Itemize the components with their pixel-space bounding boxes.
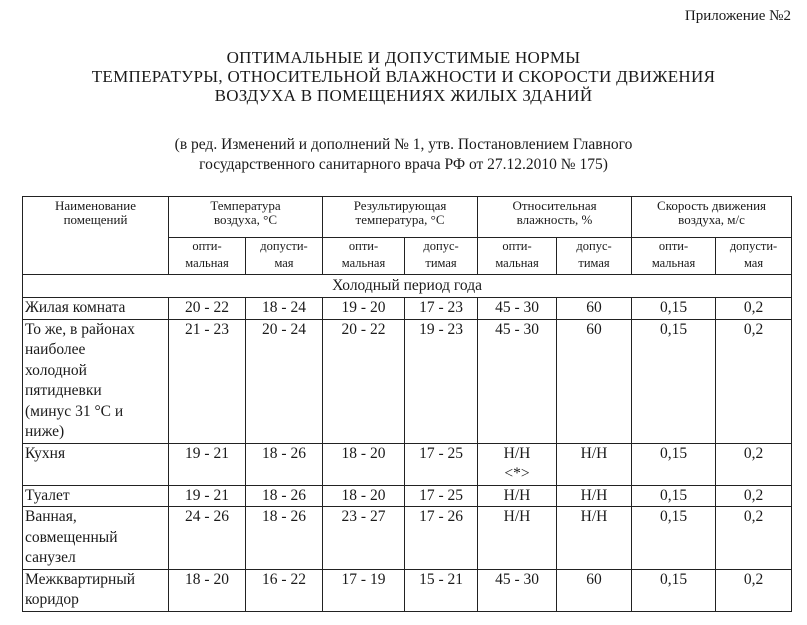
room-name-line: (минус 31 °С и xyxy=(25,402,124,420)
title-line: ОПТИМАЛЬНЫЕ И ДОПУСТИМЫЕ НОРМЫ xyxy=(226,48,581,67)
table-row xyxy=(23,507,792,570)
value-cell xyxy=(246,443,323,485)
note-line: государственного санитарного врача РФ от 27.12.2010 № 175) xyxy=(199,156,608,173)
value-cell xyxy=(405,319,478,443)
room-name-cell xyxy=(23,443,169,485)
value-line: 18 - 20 xyxy=(185,570,229,588)
value-cell xyxy=(405,569,478,611)
room-name-line: коридор xyxy=(25,591,79,608)
value-line: 0,2 xyxy=(743,508,764,525)
subheader-optimal: опти- мальная xyxy=(169,238,246,275)
value-cell xyxy=(557,298,632,320)
value-line: 20 - 22 xyxy=(341,320,386,338)
value-line: 18 - 20 xyxy=(341,486,386,504)
value-cell xyxy=(557,507,632,570)
subheader-permissible: допусти- мая xyxy=(246,238,323,275)
table-row xyxy=(23,319,792,443)
value-cell xyxy=(557,485,632,507)
room-name-cell xyxy=(23,298,169,320)
revision-note xyxy=(0,135,807,175)
value-cell xyxy=(323,443,405,485)
value-cell xyxy=(323,485,405,507)
value-line: 24 - 26 xyxy=(185,508,229,525)
value-line: 45 - 30 xyxy=(495,570,539,588)
value-line: 0,15 xyxy=(659,570,688,588)
value-line: 0,15 xyxy=(659,299,688,316)
title-line: ТЕМПЕРАТУРЫ, ОТНОСИТЕЛЬНОЙ ВЛАЖНОСТИ И СКОРОСТИ ДВИЖЕНИЯ xyxy=(91,67,716,86)
value-cell xyxy=(246,507,323,570)
value-line: 45 - 30 xyxy=(495,320,539,338)
table-row xyxy=(23,298,792,320)
subheader-optimal: опти- мальная xyxy=(632,238,716,275)
room-name-line: наиболее xyxy=(25,341,86,358)
table-row xyxy=(23,485,792,507)
table-row xyxy=(23,569,792,611)
room-name-line: Туалет xyxy=(25,486,70,504)
value-line: 0,2 xyxy=(743,570,764,588)
title-line: ВОЗДУХА В ПОМЕЩЕНИЯХ ЖИЛЫХ ЗДАНИЙ xyxy=(214,86,593,105)
header-resulting-temperature: Результирующая температура, °С xyxy=(323,197,478,238)
value-line: 0,2 xyxy=(743,299,764,316)
value-line: 0,15 xyxy=(659,320,688,338)
value-cell xyxy=(632,485,716,507)
value-cell xyxy=(323,298,405,320)
value-line: 60 xyxy=(586,299,602,316)
room-name-line: Кухня xyxy=(25,444,66,462)
subheader-permissible: допус- тимая xyxy=(405,238,478,275)
value-line: 20 - 24 xyxy=(262,320,306,338)
value-cell xyxy=(632,443,716,485)
room-name-line: санузел xyxy=(25,549,76,566)
value-cell xyxy=(169,443,246,485)
room-name-line: То же, в районах xyxy=(25,320,135,338)
note-line: (в ред. Изменений и дополнений № 1, утв. Постановлением Главного xyxy=(174,136,633,153)
value-cell xyxy=(557,319,632,443)
value-line: 60 xyxy=(586,320,602,338)
period-heading: Холодный период года xyxy=(23,275,792,298)
value-cell xyxy=(632,298,716,320)
value-line: 15 - 21 xyxy=(419,570,463,588)
subheader-optimal: опти- мальная xyxy=(323,238,405,275)
room-name-line: совмещенный xyxy=(25,528,118,546)
value-cell xyxy=(323,569,405,611)
room-name-line: холодной xyxy=(25,361,87,379)
value-line: 60 xyxy=(586,570,602,588)
value-cell xyxy=(323,507,405,570)
value-line: 19 - 21 xyxy=(185,444,229,462)
room-name-cell xyxy=(23,319,169,443)
value-line: 17 - 26 xyxy=(419,508,463,525)
value-cell xyxy=(478,569,557,611)
value-cell xyxy=(169,298,246,320)
value-cell xyxy=(632,319,716,443)
value-line: 0,2 xyxy=(743,444,764,462)
subheader-permissible: допусти- мая xyxy=(716,238,792,275)
value-line: 18 - 24 xyxy=(262,299,306,316)
value-cell xyxy=(557,569,632,611)
value-cell xyxy=(716,319,792,443)
value-cell xyxy=(169,319,246,443)
room-name-line: Жилая комната xyxy=(25,299,126,316)
value-cell xyxy=(716,569,792,611)
value-cell xyxy=(246,298,323,320)
value-cell xyxy=(405,298,478,320)
value-line: 21 - 23 xyxy=(185,320,229,338)
room-name-cell xyxy=(23,569,169,611)
value-cell xyxy=(716,298,792,320)
value-line: Н/Н xyxy=(503,508,531,525)
document-title xyxy=(0,48,807,105)
room-name-line: пятидневки xyxy=(25,382,102,399)
value-line: 0,15 xyxy=(659,486,688,504)
value-cell xyxy=(169,507,246,570)
value-cell xyxy=(716,443,792,485)
header-air-speed: Скорость движения воздуха, м/с xyxy=(632,197,792,238)
value-cell xyxy=(478,443,557,485)
value-cell xyxy=(557,443,632,485)
value-line: 16 - 22 xyxy=(262,570,306,588)
value-cell xyxy=(169,569,246,611)
value-line: 17 - 25 xyxy=(419,444,463,462)
value-cell xyxy=(246,569,323,611)
value-line: Н/Н xyxy=(503,486,531,504)
value-line: 18 - 26 xyxy=(262,508,306,525)
value-line: 0,2 xyxy=(743,320,764,338)
value-cell xyxy=(405,507,478,570)
value-cell xyxy=(478,319,557,443)
value-cell xyxy=(405,485,478,507)
value-line: 23 - 27 xyxy=(341,508,386,525)
value-line: 18 - 20 xyxy=(341,444,386,462)
value-line: 17 - 19 xyxy=(341,570,386,588)
value-line: 19 - 21 xyxy=(185,486,229,504)
table-row xyxy=(23,443,792,485)
value-line: 0,15 xyxy=(659,444,688,462)
value-cell xyxy=(246,319,323,443)
value-cell xyxy=(323,319,405,443)
value-line: 18 - 26 xyxy=(262,444,306,462)
value-line: 19 - 23 xyxy=(419,320,463,338)
value-cell xyxy=(478,507,557,570)
subheader-permissible: допус- тимая xyxy=(557,238,632,275)
value-cell xyxy=(169,485,246,507)
appendix-label: Приложение №2 xyxy=(684,8,791,24)
value-cell xyxy=(716,507,792,570)
value-line: 19 - 20 xyxy=(341,299,386,316)
value-cell xyxy=(632,569,716,611)
header-relative-humidity: Относительная влажность, % xyxy=(478,197,632,238)
value-line: 17 - 23 xyxy=(419,299,463,316)
room-name-cell xyxy=(23,485,169,507)
value-line: Н/Н xyxy=(503,444,531,462)
value-line: Н/Н xyxy=(580,486,608,504)
header-room-name: Наименование помещений xyxy=(23,197,169,275)
value-cell xyxy=(478,485,557,507)
room-name-line: Межквартирный xyxy=(25,570,136,588)
value-line: <*> xyxy=(504,465,530,482)
room-name-cell xyxy=(23,507,169,570)
value-line: 20 - 22 xyxy=(185,299,229,316)
room-name-line: ниже) xyxy=(25,423,65,440)
value-line: Н/Н xyxy=(580,508,608,525)
value-cell xyxy=(716,485,792,507)
norms-table xyxy=(22,196,792,612)
value-cell xyxy=(478,298,557,320)
value-line: 17 - 25 xyxy=(419,486,463,504)
value-line: 45 - 30 xyxy=(495,299,539,316)
value-cell xyxy=(405,443,478,485)
value-cell xyxy=(632,507,716,570)
value-line: 0,2 xyxy=(743,486,764,504)
room-name-line: Ванная, xyxy=(25,508,77,525)
value-cell xyxy=(246,485,323,507)
header-air-temperature: Температура воздуха, °С xyxy=(169,197,323,238)
value-line: Н/Н xyxy=(580,444,608,462)
value-line: 18 - 26 xyxy=(262,486,306,504)
subheader-optimal: опти- мальная xyxy=(478,238,557,275)
value-line: 0,15 xyxy=(659,508,688,525)
